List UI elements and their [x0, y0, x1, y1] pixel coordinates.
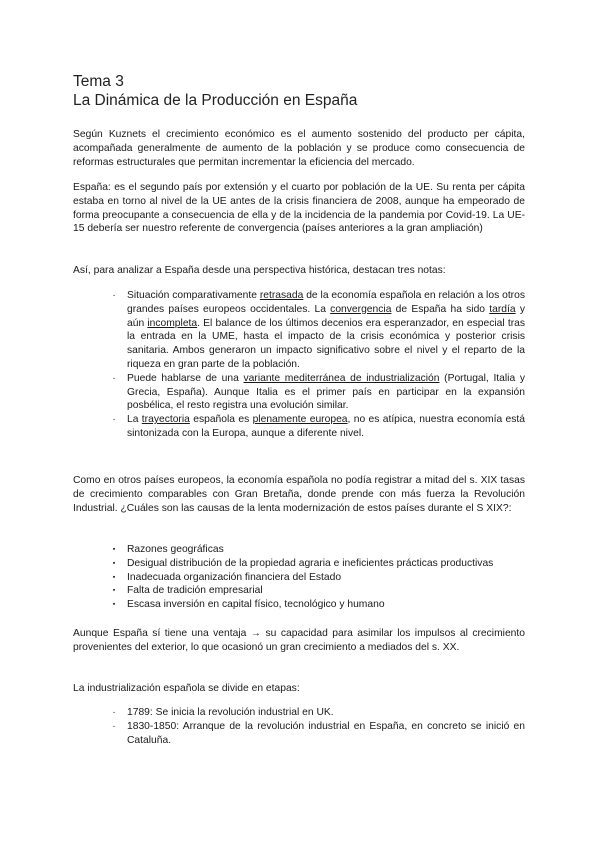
list-item: [73, 557, 525, 571]
underlined-term: variante mediterránea de industrialización: [243, 372, 440, 384]
note-text: . El balance de los últimos decenios era esperanzador, en especial tras la entrada en la UME, hasta el impacto de la crisis económica y posterior crisis sanitaria. Ambos generaron un impacto significativo sobre el nivel y el reparto de la riqueza en gran parte de la población.: [127, 317, 525, 370]
paragraph-ventaja: Aunque España sí tiene una ventaja → su capacidad para asimilar los impulsos al crecimiento provenientes del exterior, lo que ocasionó un gran crecimiento a mediados del s. XX.: [73, 628, 525, 653]
note-text: y aún: [127, 303, 525, 329]
list-item: [73, 720, 525, 748]
underlined-term: trayectoria: [141, 414, 190, 426]
underlined-term: tardía: [489, 303, 516, 315]
bullet-dot: ·: [112, 372, 116, 384]
stages-list: [73, 706, 525, 747]
bullet-dot: ·: [112, 414, 116, 426]
cause-text: Falta de tradición empresarial: [127, 585, 263, 597]
underlined-term: retrasada: [259, 290, 304, 301]
cause-text: Escasa inversión en capital físico, tecnológico y humano: [127, 599, 385, 611]
bullet-dot: ·: [112, 290, 116, 301]
bullet-square: ▪: [112, 587, 116, 595]
note-text: española es: [189, 414, 253, 426]
notes-list: [73, 289, 525, 441]
note-text: de España ha sido: [391, 303, 490, 315]
list-item: [73, 289, 525, 372]
note-text: Situación comparativamente: [127, 290, 260, 301]
note-text: Puede hablarse de una: [127, 372, 244, 384]
page-title-line2: La Dinámica de la Producción en España: [73, 92, 358, 109]
cause-text: Razones geográficas: [127, 544, 224, 555]
list-item: [73, 372, 525, 413]
stage-text: 1789: Se inicia la revolución industrial en UK.: [127, 707, 334, 718]
underlined-term: plenamente europea: [252, 414, 348, 426]
bullet-square: ▪: [112, 559, 116, 567]
bullet-dot: ·: [112, 720, 116, 732]
underlined-term: incompleta: [147, 317, 198, 329]
cause-text: Inadecuada organización financiera del Estado: [127, 571, 342, 583]
note-text: La: [127, 414, 142, 426]
list-item: [73, 598, 525, 612]
note-text: (Portugal, Italia y Grecia, España). Aunque Italia es el primer país en participar en la expansión posbélica, el resto registra una evolución similar.: [127, 372, 525, 412]
list-item: [73, 584, 525, 598]
page-title-line1: Tema 3: [73, 73, 124, 90]
list-item: [73, 543, 525, 557]
bullet-dot: ·: [112, 707, 116, 718]
paragraph-kuznets: Según Kuznets el crecimiento económico es el aumento sostenido del producto per cápita, acompañada generalmente de aumento de la población y se produce como consecuencia de reformas estructurales que permitan incrementar la eficiencia del mercado.: [73, 129, 525, 168]
list-item: [73, 571, 525, 585]
stage-text: 1830-1850: Arranque de la revolución industrial en España, en concreto se inició en Cataluña.: [127, 720, 525, 746]
causes-list: [73, 543, 525, 612]
bullet-square: ▪: [112, 601, 116, 609]
paragraph-etapas: La industrialización española se divide en etapas:: [73, 683, 300, 694]
list-item: [73, 706, 525, 720]
note-text: , no es atípica, nuestra economía está sintonizada con la Europa, aunque a diferente nivel.: [127, 414, 525, 439]
note-text: de la economía española en relación a los otros grandes países europeos occidentales. La: [127, 290, 525, 315]
underlined-term: convergencia: [330, 303, 392, 315]
cause-text: Desigual distribución de la propiedad agraria e ineficientes prácticas productivas: [127, 557, 494, 569]
paragraph-espana: España: es el segundo país por extensión y el cuarto por población de la UE. Su renta per cápita estaba en torno al nivel de la UE antes de la crisis financiera de 2008, aunque ha empeorado de forma preocupante a consecuencia de ella y de la incidencia de la pandemia por Covid-19. La UE-15 debería ser nuestro referente de convergencia (países anteriores a la gran ampliación): [73, 182, 525, 235]
list-item: [73, 413, 525, 441]
bullet-square: ▪: [112, 573, 116, 581]
paragraph-tres-notas: Así, para analizar a España desde una perspectiva histórica, destacan tres notas:: [73, 265, 446, 276]
bullet-square: ▪: [112, 546, 116, 553]
paragraph-causas: Como en otros países europeos, la economía española no podía registrar a mitad del s. XIX tasas de crecimiento comparables con Gran Bretaña, donde prende con más fuerza la Revolución Industrial. ¿Cuáles son las causas de la lenta modernización de estos países durante el S XIX?:: [73, 475, 525, 514]
